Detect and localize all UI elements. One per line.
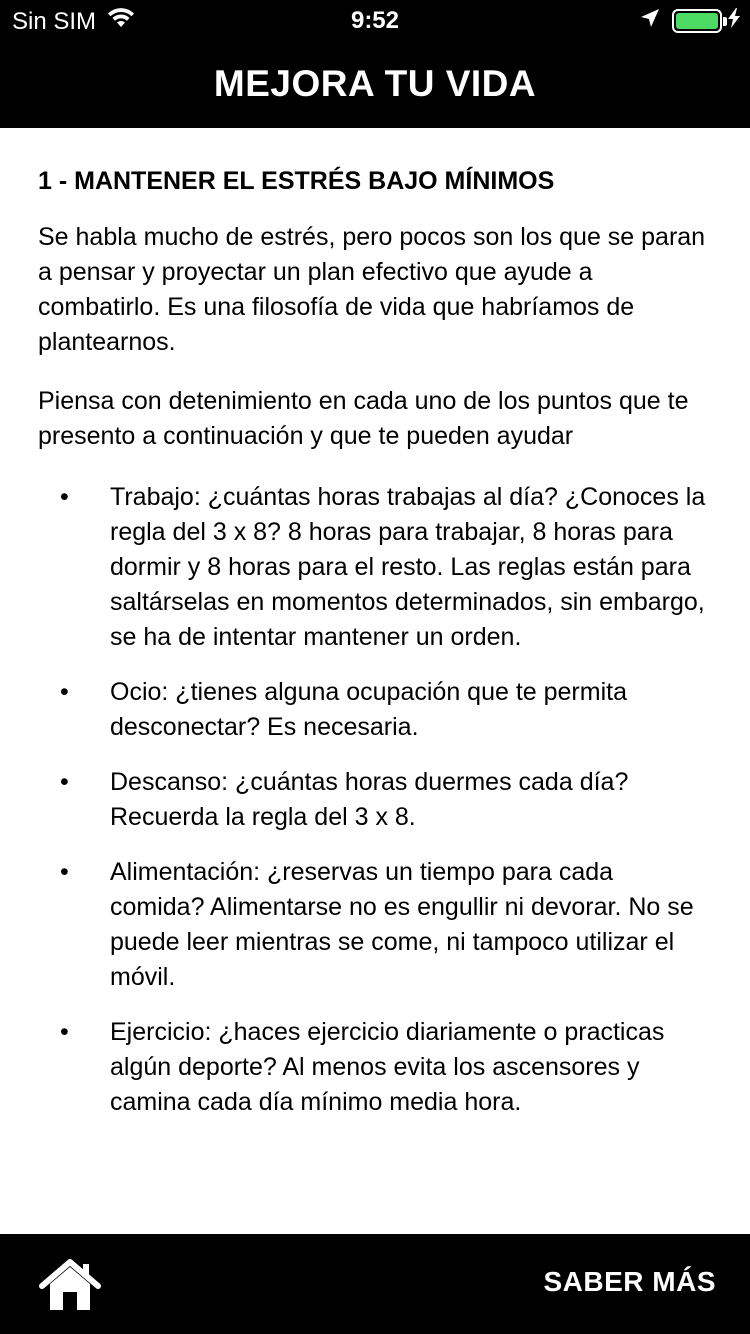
battery-level: [676, 13, 718, 29]
location-arrow-icon: [640, 8, 660, 33]
bullet-icon: •: [60, 858, 69, 886]
article-content[interactable]: [0, 128, 750, 1234]
bullet-icon: •: [60, 678, 69, 706]
list-item: [38, 1015, 712, 1120]
status-right: [640, 8, 740, 33]
tips-list: [38, 480, 712, 1120]
home-button[interactable]: [38, 1258, 102, 1314]
list-item-text: Ejercicio: ¿haces ejercicio diariamente o practicas algún deporte? Al menos evita los ascensores y camina cada día mínimo media hora.: [110, 1018, 665, 1116]
bullet-icon: •: [60, 1018, 69, 1046]
bottom-toolbar: [0, 1234, 750, 1334]
list-item-text: Trabajo: ¿cuántas horas trabajas al día? ¿Conoces la regla del 3 x 8? 8 horas para trabajar, 8 horas para dormir y 8 horas para el resto. Las reglas están para saltárselas en momentos determinados, sin embargo, se ha de intentar mantener un orden.: [110, 483, 706, 651]
list-item: [38, 765, 712, 835]
intro-paragraph: Se habla mucho de estrés, pero pocos son los que se paran a pensar y proyectar un plan efectivo que ayude a combatirlo. Es una filosofía de vida que habríamos de plantearnos.: [38, 223, 706, 356]
list-item-text: Ocio: ¿tienes alguna ocupación que te permita desconectar? Es necesaria.: [110, 678, 627, 741]
instruction-paragraph: Piensa con detenimiento en cada uno de los puntos que te presento a continuación y que te pueden ayudar: [38, 387, 689, 450]
charging-bolt-icon: [728, 8, 740, 33]
battery-icon: [672, 9, 722, 33]
list-item: [38, 675, 712, 745]
battery-nub: [723, 17, 727, 26]
list-item-text: Alimentación: ¿reservas un tiempo para cada comida? Alimentarse no es engullir ni devorar. No se puede leer mientras se come, ni tampoco utilizar el móvil.: [110, 858, 694, 991]
list-item: [38, 855, 712, 995]
bullet-icon: •: [60, 483, 69, 511]
status-time: 9:52: [350, 7, 400, 34]
home-icon: [38, 1258, 102, 1314]
section-title: 1 - MANTENER EL ESTRÉS BAJO MÍNIMOS: [38, 167, 555, 195]
status-bar: [0, 0, 750, 40]
saber-mas-button[interactable]: SABER MÁS: [543, 1266, 716, 1297]
page-title: MEJORA TU VIDA: [213, 63, 537, 104]
list-item-text: Descanso: ¿cuántas horas duermes cada día? Recuerda la regla del 3 x 8.: [110, 768, 629, 831]
bullet-icon: •: [60, 768, 69, 796]
list-item: [38, 480, 712, 655]
app-header: [0, 40, 750, 128]
carrier-label: Sin SIM: [12, 7, 97, 35]
